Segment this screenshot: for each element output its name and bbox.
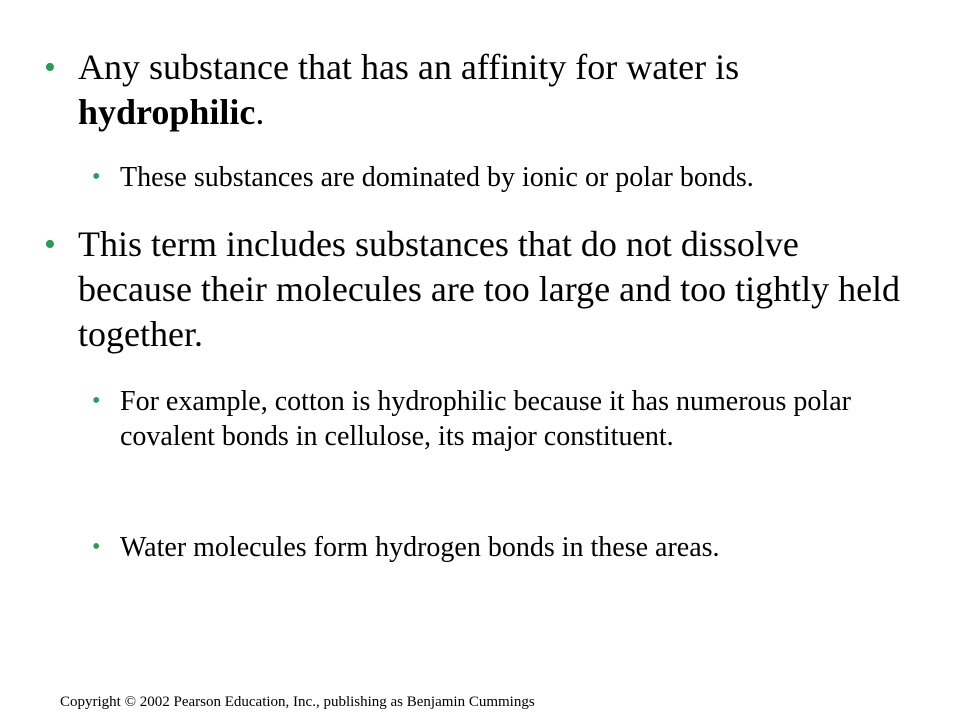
copyright-footer: Copyright © 2002 Pearson Education, Inc., publishing as Benjamin Cummings bbox=[60, 694, 535, 710]
bullet-icon: • bbox=[44, 226, 56, 263]
bullet-icon: • bbox=[92, 164, 101, 190]
sub-bullet-1-1-text: These substances are dominated by ionic or polar bonds. bbox=[120, 162, 754, 193]
bullet-icon: • bbox=[92, 534, 101, 560]
bullet-icon: • bbox=[44, 49, 56, 86]
bullet-point-1-text bbox=[78, 45, 914, 135]
point-1-text-before: Any substance that has an affinity for water is bbox=[78, 47, 740, 87]
bullet-icon: • bbox=[92, 388, 101, 414]
sub-bullet-2-1 bbox=[92, 384, 912, 454]
bullet-point-2 bbox=[44, 222, 914, 357]
bullet-point-1 bbox=[44, 45, 914, 135]
sub-bullet-2-2 bbox=[92, 530, 912, 565]
sub-bullet-2-2-text: Water molecules form hydrogen bonds in these areas. bbox=[120, 532, 720, 563]
bullet-point-2-text: This term includes substances that do not dissolve because their molecules are too large and too tightly held together. bbox=[78, 224, 901, 354]
hydrophilic-term: hydrophilic bbox=[78, 92, 256, 132]
point-1-text-after: . bbox=[255, 92, 265, 132]
sub-bullet-2-1-text: For example, cotton is hydrophilic because it has numerous polar covalent bonds in cellulose, its major constituent. bbox=[120, 386, 851, 452]
sub-bullet-1-1 bbox=[92, 160, 912, 195]
